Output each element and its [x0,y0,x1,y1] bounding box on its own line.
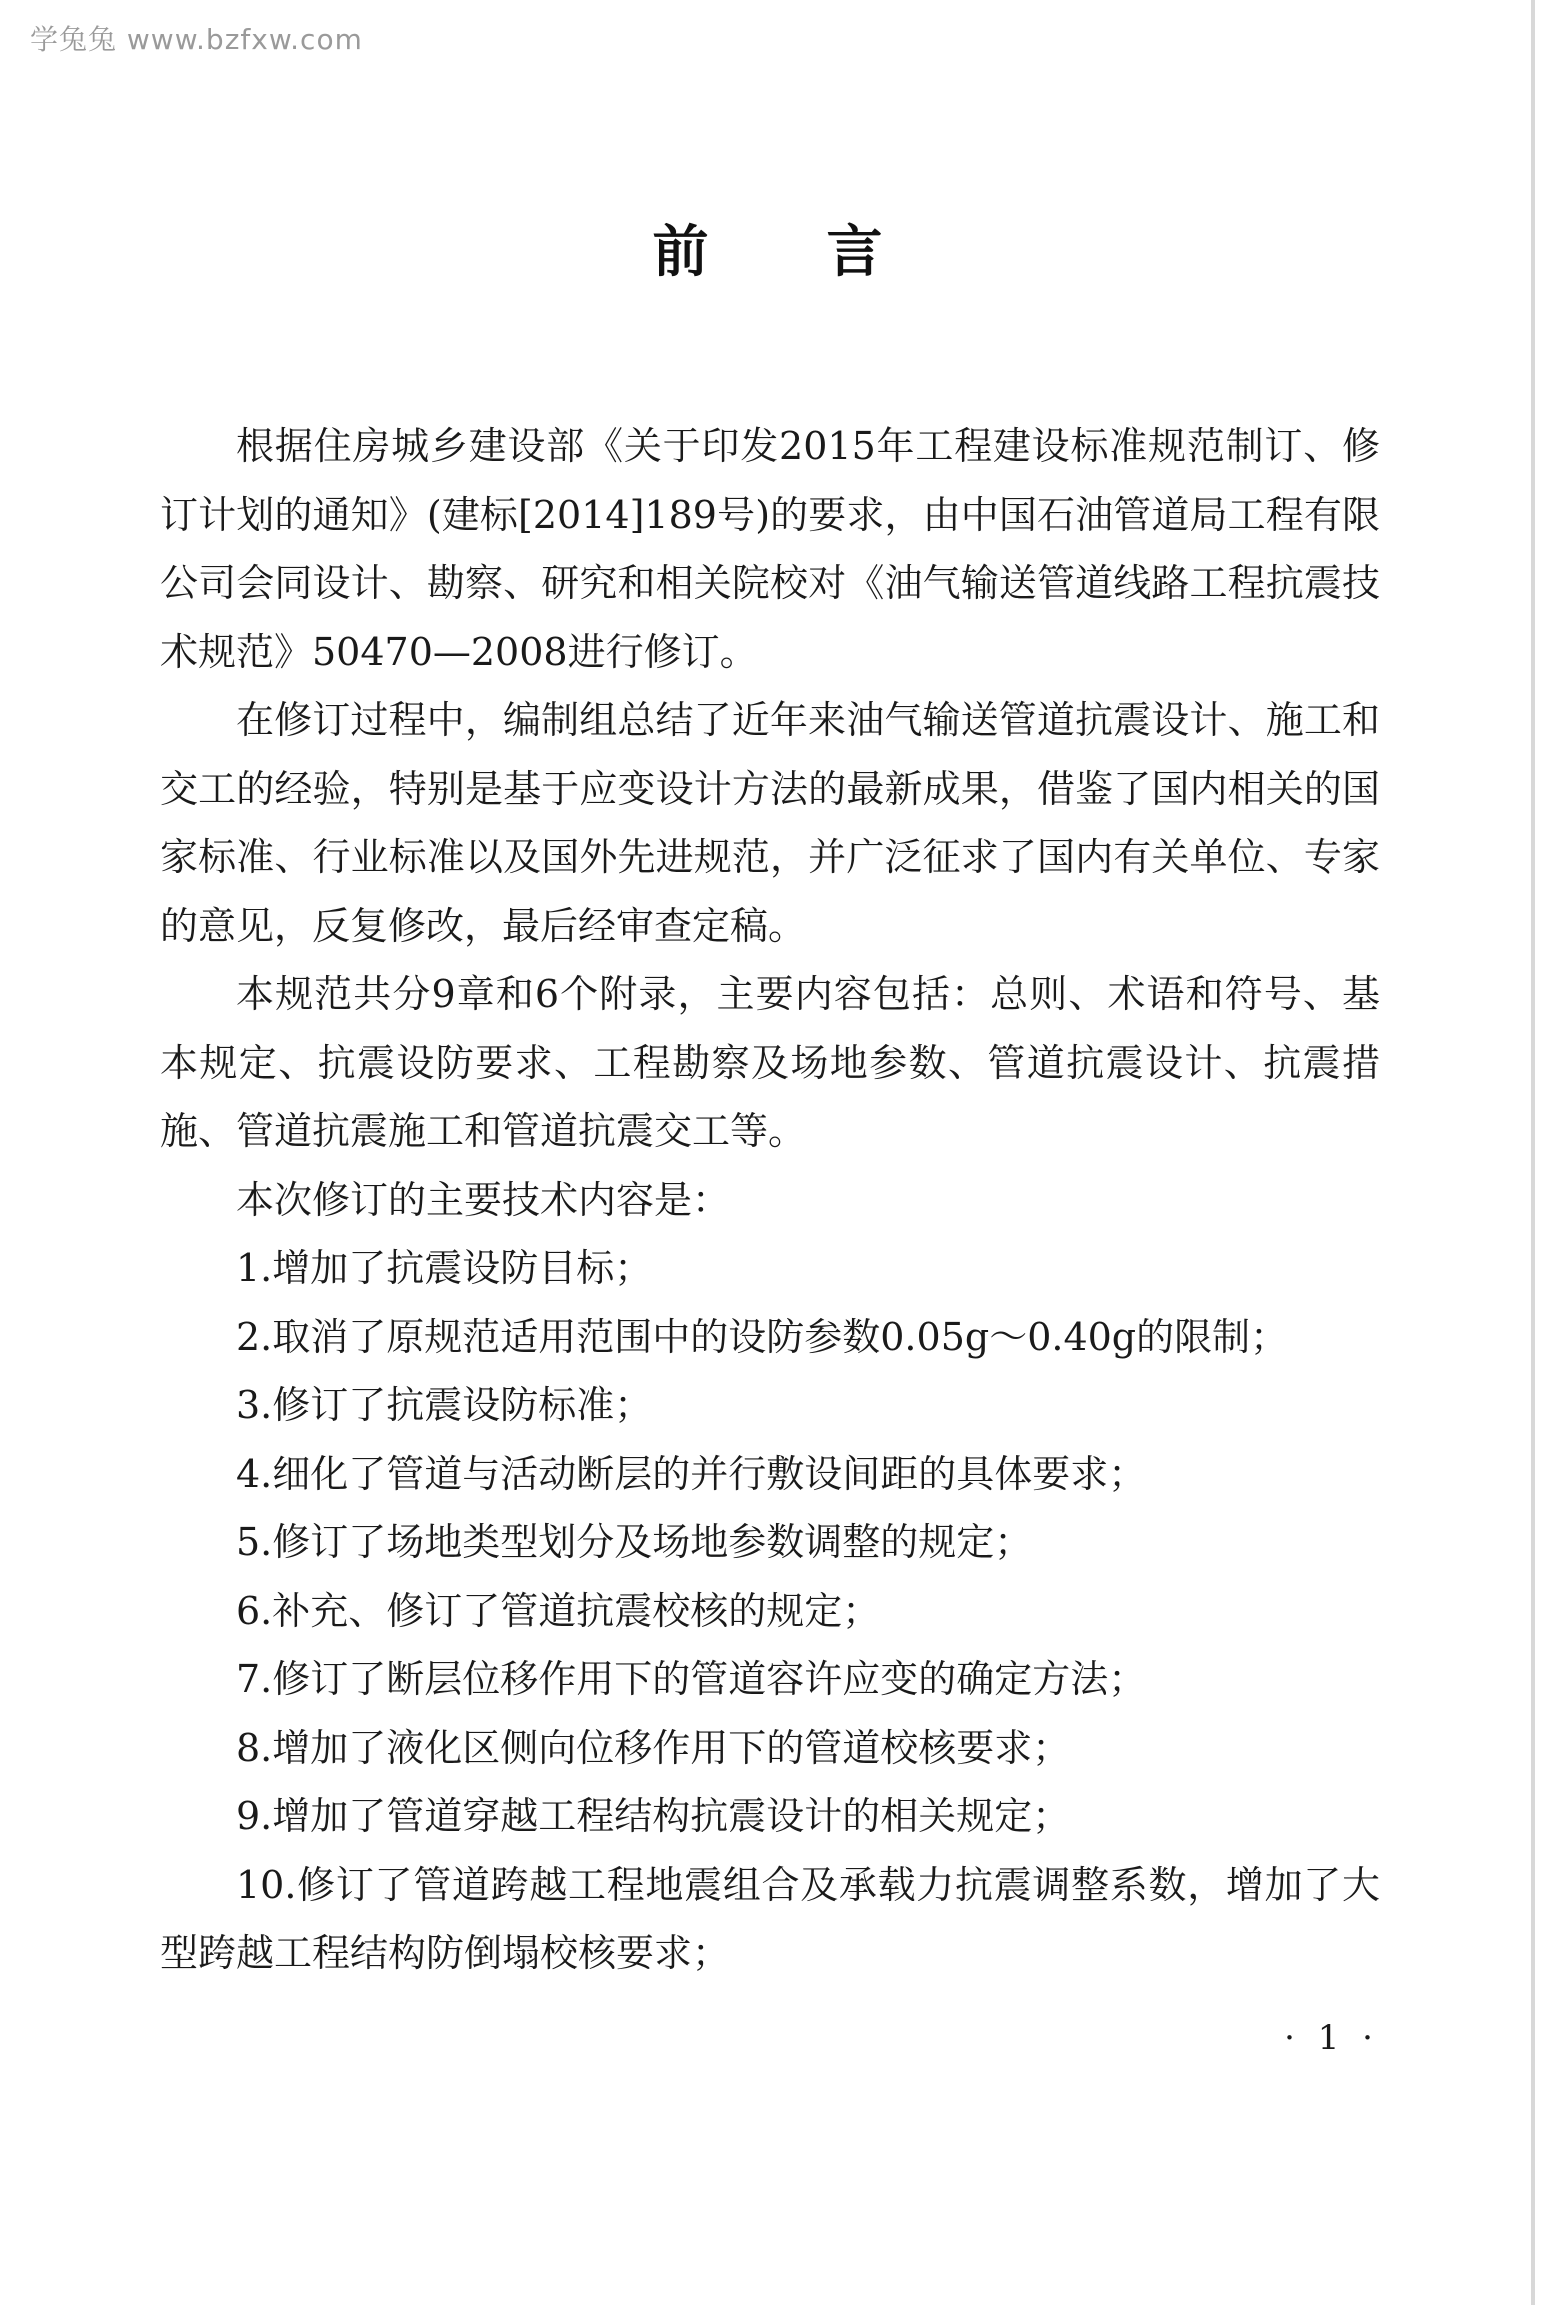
list-item-6: 6.补充、修订了管道抗震校核的规定； [236,1588,881,1633]
list-item-7: 7.修订了断层位移作用下的管道容许应变的确定方法； [236,1657,1147,1701]
page-title: 前言 [652,220,1001,285]
list-item-5: 5.修订了场地类型划分及场地参数调整的规定； [236,1520,1033,1564]
list-item-1: 1.增加了抗震设防目标； [236,1246,653,1290]
list-item-2: 2.取消了原规范适用范围中的设防参数0.05g～0.40g的限制； [236,1314,1289,1359]
list-item-3: 3.修订了抗震设防标准； [236,1383,653,1427]
page-number: · 1 · [1284,2018,1379,2058]
paragraph-process: 在修订过程中，编制组总结了近年来油气输送管道抗震设计、施工和交工的经验，特别是基于应变设计方法的最新成果，借鉴了国内相关的国家标准、行业标准以及国外先进规范，并广泛征求了国内有关单位、专家的意见，反复修改，最后经审查定稿。 [160,698,1380,948]
body-text [160,412,1380,1988]
page-edge-divider [1531,0,1535,2305]
list-item-10: 10.修订了管道跨越工程地震组合及承载力抗震调整系数，增加了大型跨越工程结构防倒塌校核要求； [160,1862,1380,1975]
list-item-4: 4.细化了管道与活动断层的并行敷设间距的具体要求； [236,1451,1147,1496]
paragraph-revision-intro: 本次修订的主要技术内容是： [236,1177,731,1222]
watermark-text: 学兔兔 www.bzfxw.com [30,23,363,56]
paragraph-scope: 本规范共分9章和6个附录，主要内容包括：总则、术语和符号、基本规定、抗震设防要求、工程勘察及场地参数、管道抗震设计、抗震措施、管道抗震施工和管道抗震交工等。 [160,972,1380,1153]
paragraph-basis: 根据住房城乡建设部《关于印发2015年工程建设标准规范制订、修订计划的通知》(建标[2014]189号)的要求，由中国石油管道局工程有限公司会同设计、勘察、研究和相关院校对《油气输送管道线路工程抗震技术规范》50470—2008进行修订。 [160,424,1380,674]
list-item-9: 9.增加了管道穿越工程结构抗震设计的相关规定； [236,1794,1071,1838]
list-item-8: 8.增加了液化区侧向位移作用下的管道校核要求； [236,1725,1071,1770]
